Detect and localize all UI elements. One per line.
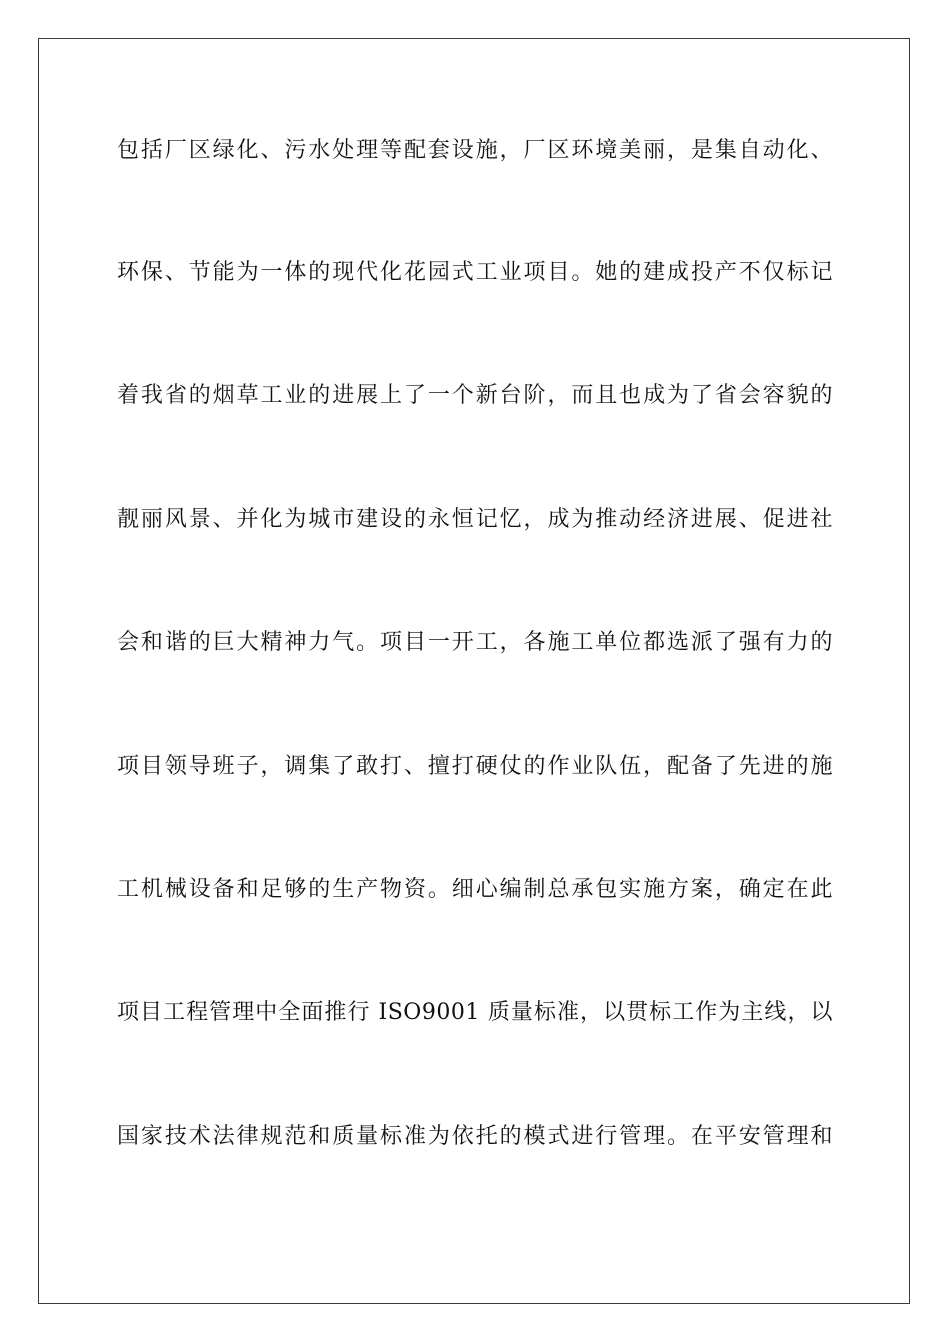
text-line-5: 会和谐的巨大精神力气。项目一开工，各施工单位都选派了强有力的 <box>117 630 833 655</box>
text-line-7: 工机械设备和足够的生产物资。细心编制总承包实施方案，确定在此 <box>117 877 833 902</box>
text-line-6: 项目领导班子，调集了敢打、擅打硬仗的作业队伍，配备了先进的施 <box>117 754 833 779</box>
text-line-3: 着我省的烟草工业的进展上了一个新台阶，而且也成为了省会容貌的 <box>117 383 833 408</box>
text-line-1: 包括厂区绿化、污水处理等配套设施，厂区环境美丽，是集自动化、 <box>117 138 833 163</box>
text-line-4: 靓丽风景、并化为城市建设的永恒记忆，成为推动经济进展、促进社 <box>117 507 833 532</box>
text-line-8: 项目工程管理中全面推行 ISO9001 质量标准，以贯标工作为主线，以 <box>117 1000 833 1025</box>
text-line-2: 环保、节能为一体的现代化花园式工业项目。她的建成投产不仅标记 <box>117 260 833 285</box>
page-border <box>38 38 910 1304</box>
text-line-9: 国家技术法律规范和质量标准为依托的模式进行管理。在平安管理和 <box>117 1124 833 1149</box>
